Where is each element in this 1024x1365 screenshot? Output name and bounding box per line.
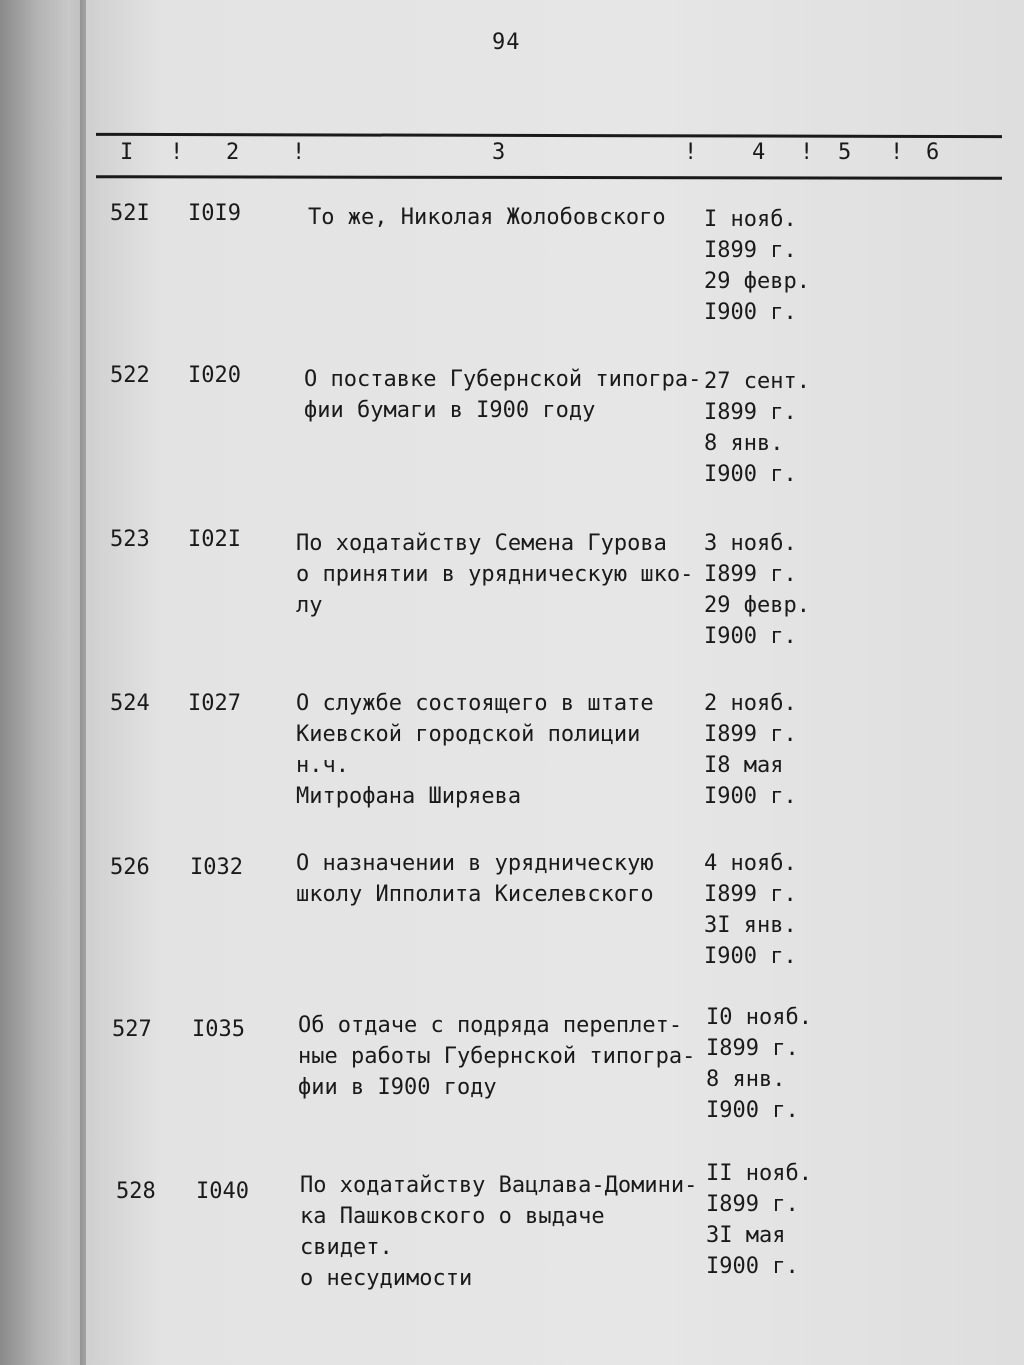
- header-separator: !: [800, 140, 814, 165]
- header-col-1: I: [120, 140, 134, 165]
- case-dates: I0 нояб. I899 г. 8 янв. I900 г.: [706, 1005, 812, 1123]
- case-title: По ходатайству Вацлава-Домини- ка Пашковского о выдаче свидет. о несудимости: [300, 1173, 698, 1291]
- case-number: I027: [188, 691, 241, 716]
- case-number: I035: [192, 1017, 245, 1042]
- header-separator: !: [684, 140, 698, 165]
- header-col-2: 2: [226, 140, 240, 165]
- row-number: 52I: [110, 201, 150, 226]
- row-number: 522: [110, 363, 150, 388]
- row-number: 528: [116, 1179, 156, 1204]
- case-number: I020: [188, 363, 241, 388]
- case-title: То же, Николая Жолобовского: [308, 205, 666, 230]
- case-title: По ходатайству Семена Гурова о принятии в урядническую шко- лу: [296, 531, 694, 618]
- book-spine: [0, 0, 86, 1365]
- case-title: О назначении в урядническую школу Ипполита Киселевского: [296, 851, 654, 907]
- case-number: I032: [190, 855, 243, 880]
- case-dates: 4 нояб. I899 г. 3I янв. I900 г.: [704, 851, 797, 969]
- case-dates: 2 нояб. I899 г. I8 мая I900 г.: [704, 691, 797, 809]
- case-dates: II нояб. I899 г. 3I мая I900 г.: [706, 1161, 812, 1279]
- row-number: 523: [110, 527, 150, 552]
- row-number: 527: [112, 1017, 152, 1042]
- case-title: Об отдаче с подряда переплет- ные работы Губернской типогра- фии в I900 году: [298, 1013, 696, 1100]
- header-separator: !: [890, 140, 904, 165]
- header-col-3: 3: [492, 140, 506, 165]
- case-number: I02I: [188, 527, 241, 552]
- header-col-4: 4: [752, 140, 766, 165]
- header-col-5: 5: [838, 140, 852, 165]
- header-separator: !: [170, 140, 184, 165]
- row-number: 526: [110, 855, 150, 880]
- row-number: 524: [110, 691, 150, 716]
- case-title: О службе состоящего в штате Киевской городской полиции н.ч. Митрофана Ширяева: [296, 691, 654, 809]
- case-number: I040: [196, 1179, 249, 1204]
- header-separator: !: [292, 140, 306, 165]
- case-number: I0I9: [188, 201, 241, 226]
- case-dates: I нояб. I899 г. 29 февр. I900 г.: [704, 207, 810, 325]
- case-dates: 3 нояб. I899 г. 29 февр. I900 г.: [704, 531, 810, 649]
- header-col-6: 6: [926, 140, 940, 165]
- case-title: О поставке Губернской типогра- фии бумаги в I900 году: [304, 367, 702, 423]
- case-dates: 27 сент. I899 г. 8 янв. I900 г.: [704, 369, 810, 487]
- page-number: 94: [492, 30, 521, 55]
